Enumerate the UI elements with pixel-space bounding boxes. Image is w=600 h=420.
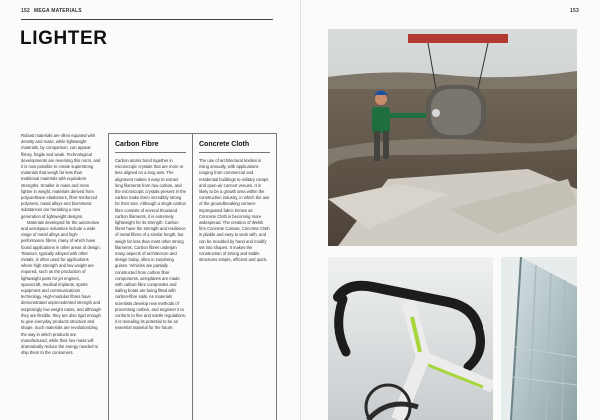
carbon-fibre-box (108, 133, 193, 420)
intro-text (21, 133, 101, 356)
translucent-facade-photo (501, 257, 577, 420)
box-rule (199, 152, 270, 153)
page-number-right: 153 (570, 8, 579, 14)
concrete-cloth-text: The use of architectural textiles is rising annually, with applications ranging from commercial and residential buildings to military camps and open-air concert venues. It is likely to be a growth area within the construction industry, in which the use of the groundbreaking cement-impregnated fabric known as Concrete Cloth is becoming more widespread. The creation of Welsh firm Concrete Canvas, Concrete Cloth is pliable and easy to work with, and can be moulded by hand and modify set into shapes. It makes the construction of strong and stable structures simple, efficient and quick. (199, 158, 270, 263)
page-number-left: 152 (21, 8, 30, 14)
box-rule (115, 152, 186, 153)
concrete-cloth-box (192, 133, 277, 420)
running-head: MEGA MATERIALS (34, 8, 82, 14)
carbon-bike-photo (328, 257, 493, 420)
spreader-frame (408, 34, 508, 43)
header-rule (21, 19, 273, 20)
intro-paragraph: Robust materials are often equated with density and mass, while lightweight materials, by comparison, can appear flimsy, fragile and weak. Technological developments are reversing this norm, and it is now possible to create superstrong materials that weigh far less than traditional materials with equivalent strengths. Smaller in mass and more lighter in weight, materials derived from polyurethane elastomers, fibre-reinforced polymers, metal alloys and biomimetic substances are heralding a new generation of lightweight designs. (21, 133, 101, 219)
carbon-fibre-heading: Carbon Fibre (115, 141, 159, 148)
carbon-fibre-text: Carbon atoms bond together in microscopic crystals that are more or less aligned on a long axis. The alignment makes it easy to extract long filaments from raw carbon, and the microscopic crystals present in the carbon make them incredibly strong for their size. Although a single carbon fibre consists of several thousand carbon filaments, it is extremely lightweight for its strength. Carbon fibres have the strength and resilience of metal fibres of a similar length, but weigh far less than most other strong filaments. Carbon fibres underpin many aspects of architecture and design today, often in surprising guises. Vehicles are partially constructed from carbon fibre components, aeroplanes are made with carbon-fibre composites and sailing boats are being fitted with carbon-fibre sails. As materials scientists develop new methods of processing carbon, and engineer it to conform to fine and subtle regulations, it is revealing its potential to be an essential material for the future. (115, 158, 186, 331)
intro-paragraph: Materials developed for the automotive and aerospace industries include a wide range of metal alloys and high-performance fibres, many of which have found applications in other areas of design. Titanium, typically alloyed with other metals, is often used for applications where high strength and low weight are required, such as the production of lightweight parts for jet engines, spacecraft, medical implants, sports equipment and communications technology. High-modulus fibres have demonstrated unprecedented strength and surprisingly low weight ratios, and although they are flexible, they are also rigid enough to give everyday products structure and shape. Such materials are revolutionizing the way in which products are manufactured, while their low mass will dramatically reduce the energy needed to ship them to the consumers. (21, 219, 101, 356)
page-title: LIGHTER (20, 28, 108, 49)
concrete-cloth-photo (328, 29, 577, 246)
right-page (300, 0, 600, 420)
concrete-cloth-heading: Concrete Cloth (199, 141, 250, 148)
